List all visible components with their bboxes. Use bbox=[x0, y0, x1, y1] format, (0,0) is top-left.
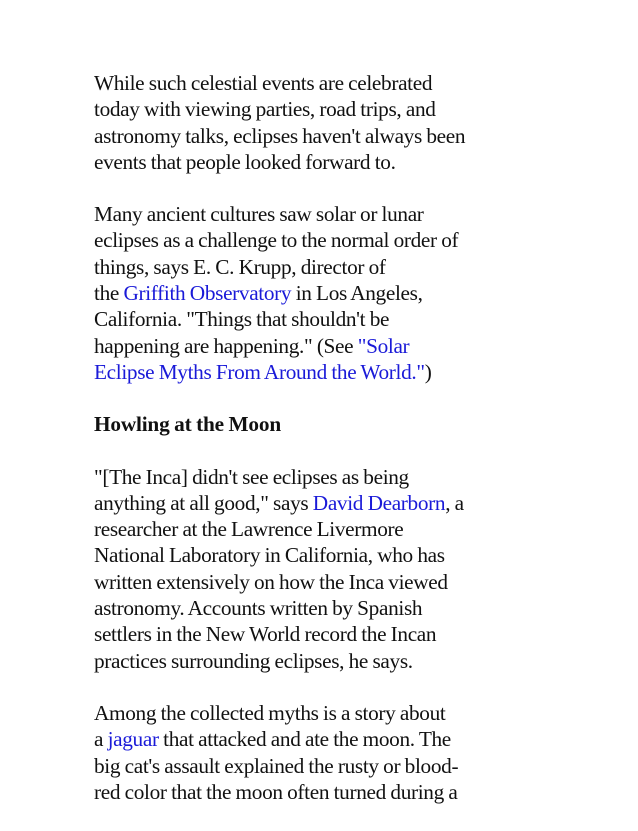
text-line: big cat's assault explained the rusty or blood- bbox=[94, 753, 459, 778]
text-segment: ) bbox=[424, 359, 432, 384]
david-dearborn-link[interactable]: David Dearborn bbox=[312, 490, 446, 515]
text-line: settlers in the New World record the Incan bbox=[94, 622, 437, 647]
jaguar-link[interactable]: jaguar bbox=[107, 727, 159, 752]
text-line: red color that the moon often turned during a bbox=[94, 779, 458, 804]
solar-eclipse-myths-link-continued[interactable]: Eclipse Myths From Around the World." bbox=[94, 359, 425, 384]
text-segment: in Los Angeles, bbox=[291, 281, 423, 306]
text-line: things, says E. C. Krupp, director of bbox=[94, 254, 386, 279]
text-line: California. "Things that shouldn't be bbox=[94, 307, 390, 332]
text-segment: that attacked and ate the moon. The bbox=[158, 727, 451, 752]
text-line: astronomy talks, eclipses haven't always been bbox=[94, 123, 466, 148]
paragraph-inca bbox=[94, 464, 534, 674]
text-line bbox=[94, 333, 534, 359]
text-segment: happening are happening." (See bbox=[94, 333, 358, 358]
paragraph-intro bbox=[94, 70, 534, 175]
paragraph-ancient-cultures bbox=[94, 201, 534, 385]
text-line: today with viewing parties, road trips, and bbox=[94, 97, 436, 122]
text-segment: a bbox=[94, 727, 108, 752]
text-line: While such celestial events are celebrated bbox=[94, 71, 433, 95]
text-line: written extensively on how the Inca viewed bbox=[94, 569, 448, 594]
text-line: National Laboratory in California, who has bbox=[94, 543, 445, 568]
text-segment: the bbox=[94, 281, 124, 306]
section-heading: Howling at the Moon bbox=[94, 412, 281, 437]
text-line bbox=[94, 359, 534, 385]
text-line: Many ancient cultures saw solar or lunar bbox=[94, 202, 424, 227]
text-line: eclipses as a challenge to the normal order of bbox=[94, 228, 459, 253]
text-segment: , a bbox=[445, 490, 464, 515]
text-line: researcher at the Lawrence Livermore bbox=[94, 517, 404, 542]
text-line: "[The Inca] didn't see eclipses as being bbox=[94, 464, 409, 489]
text-line: astronomy. Accounts written by Spanish bbox=[94, 596, 423, 621]
text-segment: anything at all good," says bbox=[94, 490, 313, 515]
solar-eclipse-myths-link[interactable]: "Solar bbox=[357, 333, 410, 358]
text-line bbox=[94, 726, 534, 752]
paragraph-jaguar bbox=[94, 700, 534, 805]
text-line bbox=[94, 280, 534, 306]
griffith-observatory-link[interactable]: Griffith Observatory bbox=[123, 281, 292, 306]
text-line: practices surrounding eclipses, he says. bbox=[94, 648, 413, 673]
text-line: events that people looked forward to. bbox=[94, 149, 396, 174]
text-line: Among the collected myths is a story about bbox=[94, 700, 446, 725]
text-line bbox=[94, 490, 534, 516]
article-body bbox=[94, 70, 534, 831]
